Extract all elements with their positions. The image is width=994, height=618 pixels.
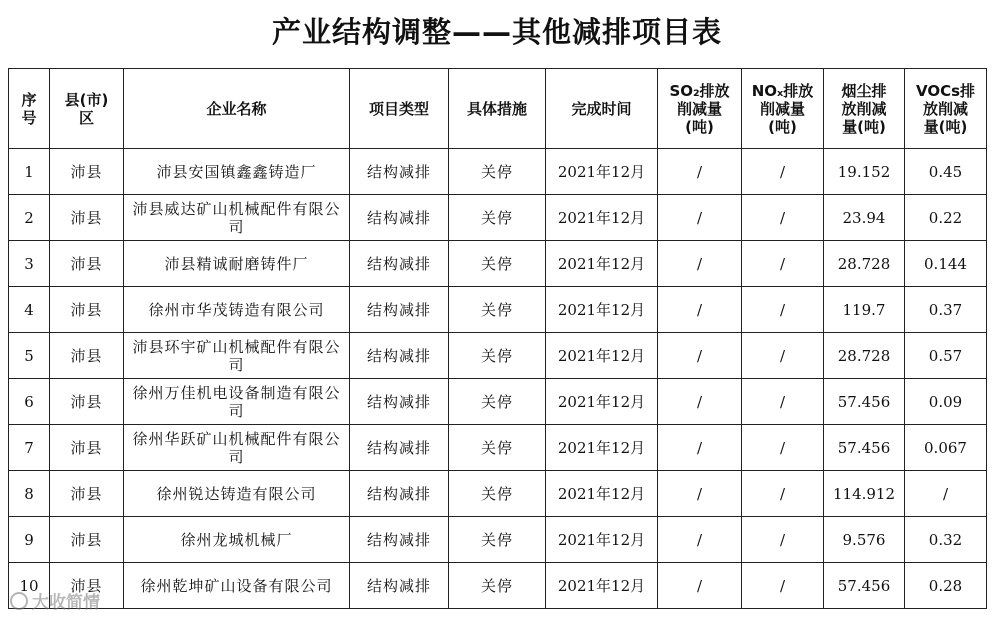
cell-nox: / [742,471,824,517]
cell-type: 结构减排 [350,149,449,195]
cell-time: 2021年12月 [546,563,658,609]
emission-reduction-table [8,68,987,609]
table-row [9,333,987,379]
cell-nox: / [742,333,824,379]
cell-dust: 28.728 [824,333,905,379]
cell-time: 2021年12月 [546,379,658,425]
cell-so2: / [658,379,742,425]
cell-type: 结构减排 [350,195,449,241]
cell-vocs: 0.45 [905,149,987,195]
cell-time: 2021年12月 [546,241,658,287]
cell-so2: / [658,241,742,287]
cell-county: 沛县 [50,471,124,517]
header-county: 县(市) 区 [50,69,124,149]
cell-measure: 关停 [449,563,546,609]
table-row [9,149,987,195]
cell-vocs: 0.32 [905,517,987,563]
cell-type: 结构减排 [350,333,449,379]
cell-so2: / [658,149,742,195]
cell-county: 沛县 [50,425,124,471]
cell-dust: 57.456 [824,563,905,609]
cell-nox: / [742,425,824,471]
watermark: 大收简情 [10,588,100,613]
cell-measure: 关停 [449,471,546,517]
cell-nox: / [742,517,824,563]
cell-time: 2021年12月 [546,195,658,241]
cell-county: 沛县 [50,333,124,379]
cell-company: 徐州龙城机械厂 [124,517,350,563]
cell-type: 结构减排 [350,471,449,517]
cell-so2: / [658,333,742,379]
cell-company: 徐州锐达铸造有限公司 [124,471,350,517]
cell-nox: / [742,195,824,241]
cell-company: 徐州万佳机电设备制造有限公司 [124,379,350,425]
cell-dust: 19.152 [824,149,905,195]
cell-vocs: 0.22 [905,195,987,241]
table-row [9,379,987,425]
cell-seq: 2 [9,195,50,241]
cell-nox: / [742,379,824,425]
header-dust: 烟尘排 放削减 量(吨) [824,69,905,149]
cell-vocs: 0.37 [905,287,987,333]
cell-measure: 关停 [449,149,546,195]
header-type: 项目类型 [350,69,449,149]
cell-so2: / [658,563,742,609]
cell-time: 2021年12月 [546,517,658,563]
table-row [9,517,987,563]
header-measure: 具体措施 [449,69,546,149]
cell-dust: 114.912 [824,471,905,517]
cell-county: 沛县 [50,379,124,425]
header-row [9,69,987,149]
cell-so2: / [658,471,742,517]
cell-time: 2021年12月 [546,287,658,333]
header-vocs: VOCs排 放削减 量(吨) [905,69,987,149]
cell-company: 沛县精诚耐磨铸件厂 [124,241,350,287]
cell-type: 结构减排 [350,379,449,425]
cell-type: 结构减排 [350,517,449,563]
cell-seq: 10 [9,563,50,609]
cell-type: 结构减排 [350,425,449,471]
cell-nox: / [742,563,824,609]
cell-dust: 23.94 [824,195,905,241]
cell-company: 徐州华跃矿山机械配件有限公司 [124,425,350,471]
cell-county: 沛县 [50,563,124,609]
cell-dust: 9.576 [824,517,905,563]
table-row [9,287,987,333]
cell-measure: 关停 [449,425,546,471]
cell-nox: / [742,287,824,333]
header-seq: 序 号 [9,69,50,149]
cell-seq: 7 [9,425,50,471]
cell-time: 2021年12月 [546,425,658,471]
cell-company: 徐州市华茂铸造有限公司 [124,287,350,333]
cell-vocs: 0.28 [905,563,987,609]
header-nox: NOₓ排放 削减量 (吨) [742,69,824,149]
cell-seq: 9 [9,517,50,563]
cell-time: 2021年12月 [546,333,658,379]
cell-type: 结构减排 [350,287,449,333]
cell-so2: / [658,287,742,333]
table-row [9,425,987,471]
cell-vocs: / [905,471,987,517]
cell-seq: 5 [9,333,50,379]
header-time: 完成时间 [546,69,658,149]
table-body [9,149,987,609]
cell-company: 沛县环宇矿山机械配件有限公司 [124,333,350,379]
cell-nox: / [742,149,824,195]
cell-measure: 关停 [449,287,546,333]
cell-county: 沛县 [50,195,124,241]
cell-so2: / [658,195,742,241]
cell-time: 2021年12月 [546,471,658,517]
header-so2: SO₂排放 削减量 (吨) [658,69,742,149]
cell-vocs: 0.144 [905,241,987,287]
cell-so2: / [658,425,742,471]
table-row [9,563,987,609]
cell-dust: 119.7 [824,287,905,333]
cell-dust: 57.456 [824,425,905,471]
cell-nox: / [742,241,824,287]
cell-dust: 28.728 [824,241,905,287]
cell-seq: 1 [9,149,50,195]
table-row [9,471,987,517]
cell-county: 沛县 [50,517,124,563]
cell-type: 结构减排 [350,241,449,287]
cell-vocs: 0.57 [905,333,987,379]
weibo-icon [10,592,28,610]
cell-company: 徐州乾坤矿山设备有限公司 [124,563,350,609]
cell-type: 结构减排 [350,563,449,609]
cell-seq: 4 [9,287,50,333]
table-row [9,195,987,241]
cell-so2: / [658,517,742,563]
cell-vocs: 0.09 [905,379,987,425]
cell-seq: 6 [9,379,50,425]
cell-measure: 关停 [449,517,546,563]
cell-time: 2021年12月 [546,149,658,195]
cell-seq: 8 [9,471,50,517]
cell-dust: 57.456 [824,379,905,425]
header-company: 企业名称 [124,69,350,149]
cell-measure: 关停 [449,333,546,379]
cell-county: 沛县 [50,287,124,333]
cell-vocs: 0.067 [905,425,987,471]
table-row [9,241,987,287]
cell-company: 沛县威达矿山机械配件有限公司 [124,195,350,241]
cell-seq: 3 [9,241,50,287]
cell-measure: 关停 [449,195,546,241]
page-title: 产业结构调整——其他减排项目表 [271,15,722,49]
cell-company: 沛县安国镇鑫鑫铸造厂 [124,149,350,195]
cell-county: 沛县 [50,149,124,195]
cell-measure: 关停 [449,379,546,425]
cell-measure: 关停 [449,241,546,287]
cell-county: 沛县 [50,241,124,287]
